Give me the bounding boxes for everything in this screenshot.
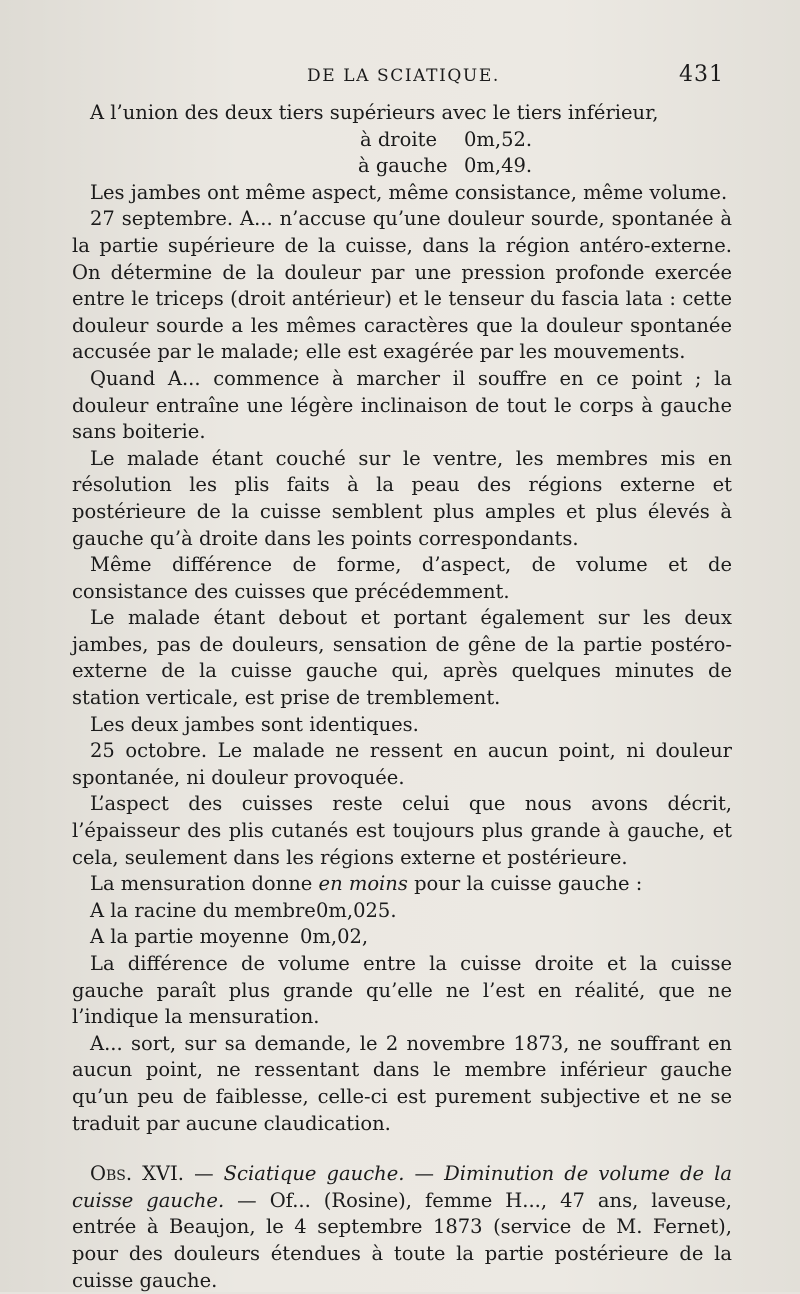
paragraph-meme: Même différence de forme, d’aspect, de volume et de consistance des cuisses que précédemment. (72, 553, 732, 603)
paragraph-difference: La différence de volume entre la cuisse droite et la cuisse gauche paraît plus grande qu’elle ne l’est en réalité, que ne l’indique la mensuration. (72, 952, 732, 1029)
observation-subtitle: Diminution de volume de la cuisse gauche. (72, 1162, 732, 1212)
dash: — (224, 1188, 270, 1212)
page-header (72, 62, 732, 92)
mensuration-emphasis: en moins (318, 872, 408, 896)
paragraph-union: A l’union des deux tiers supérieurs avec le tiers inférieur, (90, 101, 659, 124)
section-gap (72, 1137, 732, 1161)
observation-title: Sciatique gauche. (223, 1162, 405, 1186)
running-title: DE LA SCIATIQUE. (307, 66, 500, 86)
measure-middle (72, 924, 732, 951)
measure-right (72, 127, 732, 154)
measure-label: A la partie moyenne (90, 925, 290, 949)
paragraph-debout: Le malade étant debout et portant également sur les deux jambes, pas de douleurs, sensation de gêne de la partie postéro-externe de la cuisse gauche qui, après quelques minutes de station verticale, est prise de tremblement. (72, 606, 732, 710)
paragraph-25-octobre: 25 octobre. Le malade ne ressent en aucun point, ni douleur spontanée, ni douleur provoquée. (72, 739, 732, 789)
paragraph-quand: Quand A... commence à marcher il souffre en ce point ; la douleur entraîne une légère inclinaison de tout le corps à gauche sans boiterie. (72, 366, 732, 444)
paragraph-couche: Le malade étant couché sur le ventre, les membres mis en résolution les plis faits à la peau des régions externe et postérieure de la cuisse semblent plus amples et plus élevés à gauche qu’à droite dans les points correspondants. (72, 446, 732, 550)
measure-value: 0m,52. (464, 127, 533, 151)
dash: — (404, 1162, 445, 1186)
paragraph-mensuration (72, 871, 732, 898)
body-text (72, 100, 732, 1294)
observation-heading: Obs. XVI. (90, 1162, 185, 1186)
dash: — (184, 1162, 224, 1186)
paragraph-jambes: Les jambes ont même aspect, même consistance, même volume. (90, 180, 728, 204)
observation-text: Of... (Rosine), femme H..., 47 ans, laveuse, entrée à Beaujon, le 4 septembre 1873 (service de M. Fernet), pour des douleurs étendues à toute la partie postérieure de la cuisse gauche. (72, 1188, 732, 1292)
mensuration-before: La mensuration donne (90, 872, 319, 896)
paragraph-sort: A... sort, sur sa demande, le 2 novembre 1873, ne souffrant en aucun point, ne ressentant dans le membre inférieur gauche qu’un peu de faiblesse, celle-ci est purement subjective et ne se traduit par aucune claudication. (72, 1031, 732, 1135)
mensuration-after: pour la cuisse gauche : (407, 872, 643, 896)
measure-value: 0m,49. (464, 154, 533, 178)
paragraph-27-septembre: 27 septembre. A... n’accuse qu’une douleur sourde, spontanée à la partie supérieure de la cuisse, dans la région antéro-externe. On détermine de la douleur par une pression profonde exercée entre le triceps (droit antérieur) et le tenseur du fascia lata : cette douleur sourde a les mêmes caractères que la douleur spontanée accusée par le malade; elle est exagérée par les mouvements. (72, 207, 732, 364)
measure-value: 0m,025. (316, 898, 397, 922)
measure-value: 0m,02, (300, 925, 369, 949)
measure-root (72, 898, 732, 925)
measure-label: A la racine du membre (90, 898, 316, 922)
measure-left (72, 153, 732, 180)
paragraph-aspect: L’aspect des cuisses reste celui que nous avons décrit, l’épaisseur des plis cutanés est toujours plus grande à gauche, et cela, seulement dans les régions externe et postérieure. (72, 792, 732, 869)
measure-label: à droite (360, 127, 437, 151)
paragraph-identiques: Les deux jambes sont identiques. (90, 712, 419, 736)
page-number: 431 (679, 62, 724, 87)
observation-paragraph (72, 1161, 732, 1294)
measure-label: à gauche (358, 154, 448, 178)
